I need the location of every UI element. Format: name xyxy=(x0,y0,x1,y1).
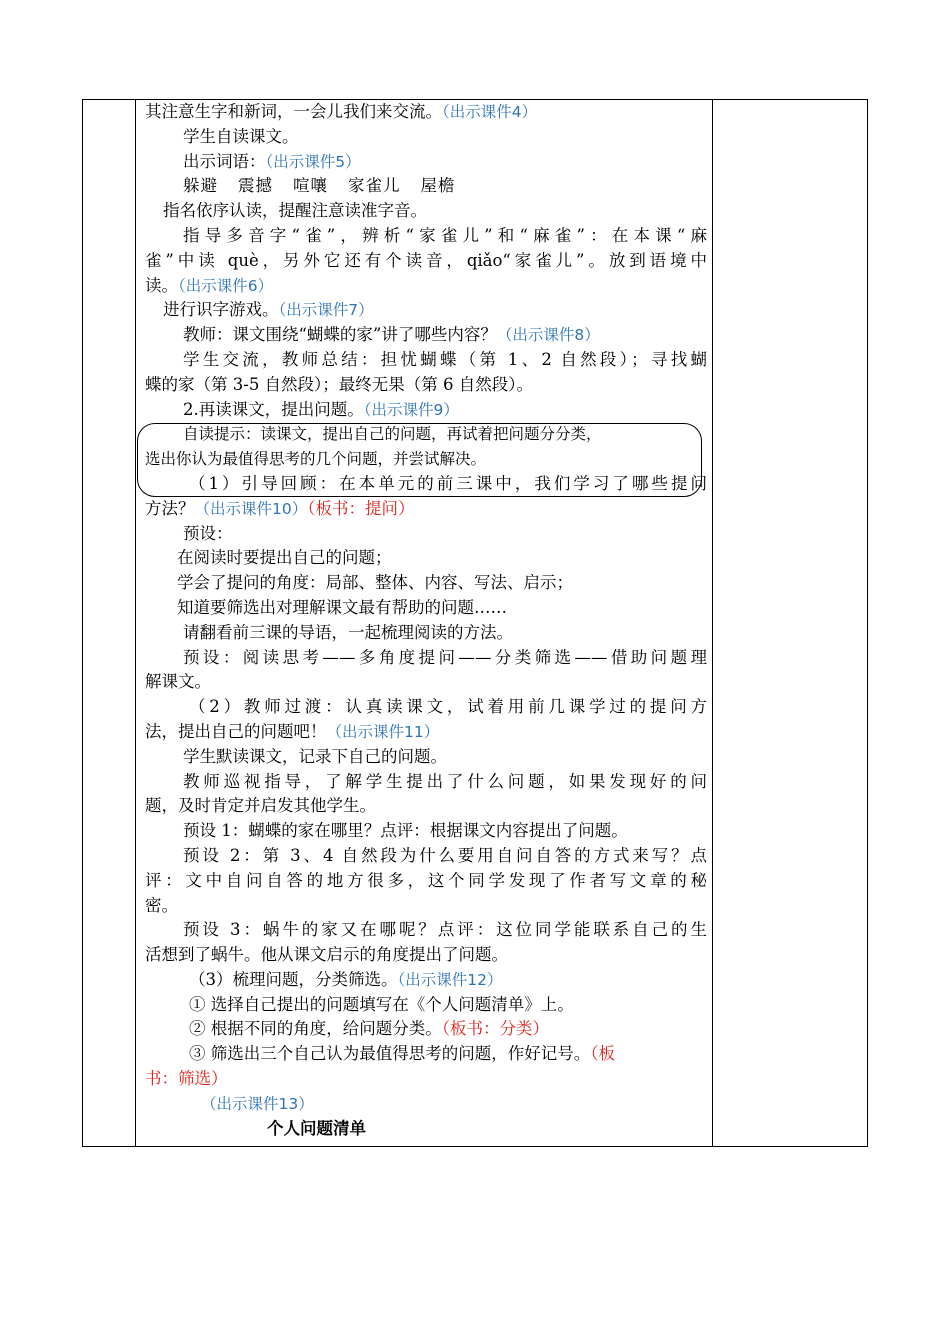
vocab-word: 家雀儿 xyxy=(348,176,401,196)
text-line: （1）引导回顾：在本单元的前三课中，我们学习了哪些提问 xyxy=(189,473,707,493)
text-line: 学生自读课文。 xyxy=(183,126,299,146)
column-divider xyxy=(712,100,713,1146)
text-line: 活想到了蜗牛。他从课文启示的角度提出了问题。 xyxy=(145,945,508,965)
vocab-word: 震撼 xyxy=(238,176,273,196)
hint-line: 自读提示：读课文，提出自己的问题，再试着把问题分分类， xyxy=(183,425,602,444)
text-line: 2.再读课文，提出问题。（出示课件9） xyxy=(183,399,459,419)
text-line: 出示词语：（出示课件5） xyxy=(183,151,361,171)
vocab-word: 屋檐 xyxy=(420,176,456,196)
text-line: 题，及时肯定并启发其他学生。 xyxy=(145,796,376,816)
text-line: 解课文。 xyxy=(145,672,211,692)
text-line: 预设：阅读思考——多角度提问——分类筛选——借助问题理 xyxy=(183,647,707,667)
text-line: 指导多音字“雀”，辨析“家雀儿”和“麻雀”：在本课“麻 xyxy=(183,225,707,245)
text-line: 教师：课文围绕“蝴蝶的家”讲了哪些内容？（出示课件8） xyxy=(183,325,600,345)
text-line: 在阅读时要提出自己的问题； xyxy=(177,548,392,568)
text-line: 密。 xyxy=(145,895,178,915)
text-line: （2）教师过渡：认真读课文，试着用前几课学过的提问方 xyxy=(189,697,707,717)
lesson-content xyxy=(145,100,707,1141)
text-line: 书：筛选） xyxy=(145,1069,228,1089)
column-divider xyxy=(135,100,136,1146)
checklist-title: 个人问题清单 xyxy=(267,1118,366,1138)
text-line: 知道要筛选出对理解课文最有帮助的问题…… xyxy=(177,597,507,617)
text-line: 学生默读课文，记录下自己的问题。 xyxy=(183,746,447,766)
text-line: 法，提出自己的问题吧！（出示课件11） xyxy=(145,721,440,741)
text-line: （出示课件13） xyxy=(201,1094,314,1113)
text-line: 指名依序认读，提醒注意读准字音。 xyxy=(163,201,427,221)
text-line: 预设 1：蝴蝶的家在哪里？点评：根据课文内容提出了问题。 xyxy=(183,821,628,841)
text-line: ② 根据不同的角度，给问题分类。（板书：分类） xyxy=(189,1019,549,1039)
text-line: 方法？（出示课件10）（板书：提问） xyxy=(145,498,415,518)
text-line: ① 选择自己提出的问题填写在《个人问题清单》上。 xyxy=(189,994,574,1014)
text-line: 预设 3：蜗牛的家又在哪呢？点评：这位同学能联系自己的生 xyxy=(183,920,707,940)
text-line: （3）梳理问题，分类筛选。（出示课件12） xyxy=(189,969,503,989)
vocab-word: 喧嚷 xyxy=(293,176,328,196)
vocab-line xyxy=(145,174,707,199)
text-line: 进行识字游戏。（出示课件7） xyxy=(163,300,374,320)
text-line: 请翻看前三课的导语，一起梳理阅读的方法。 xyxy=(183,622,513,642)
hint-line: 选出你认为最值得思考的几个问题，并尝试解决。 xyxy=(145,450,487,469)
text-line: 读。（出示课件6） xyxy=(145,275,274,295)
text-line: 学会了提问的角度：局部、整体、内容、写法、启示； xyxy=(177,573,573,593)
text-line: 预设： xyxy=(183,523,233,543)
text-line: 其注意生字和新词，一会儿我们来交流。（出示课件4） xyxy=(145,102,538,121)
text-line: 评：文中自问自答的地方很多，这个同学发现了作者写文章的秘 xyxy=(145,870,707,890)
text-line: 雀”中读 què，另外它还有个读音，qiǎo“家雀儿”。放到语境中 xyxy=(145,250,707,270)
text-line: ③ 筛选出三个自己认为最值得思考的问题，作好记号。（板 xyxy=(189,1044,615,1064)
text-line: 预设 2：第 3、4 自然段为什么要用自问自答的方式来写？点 xyxy=(183,845,707,865)
text-line: 学生交流，教师总结：担忧蝴蝶（第 1、2 自然段）；寻找蝴 xyxy=(183,349,707,369)
text-line: 蝶的家（第 3-5 自然段）；最终无果（第 6 自然段）。 xyxy=(145,374,534,394)
text-line: 教师巡视指导，了解学生提出了什么问题，如果发现好的问 xyxy=(183,771,707,791)
vocab-word: 躲避 xyxy=(183,176,218,196)
